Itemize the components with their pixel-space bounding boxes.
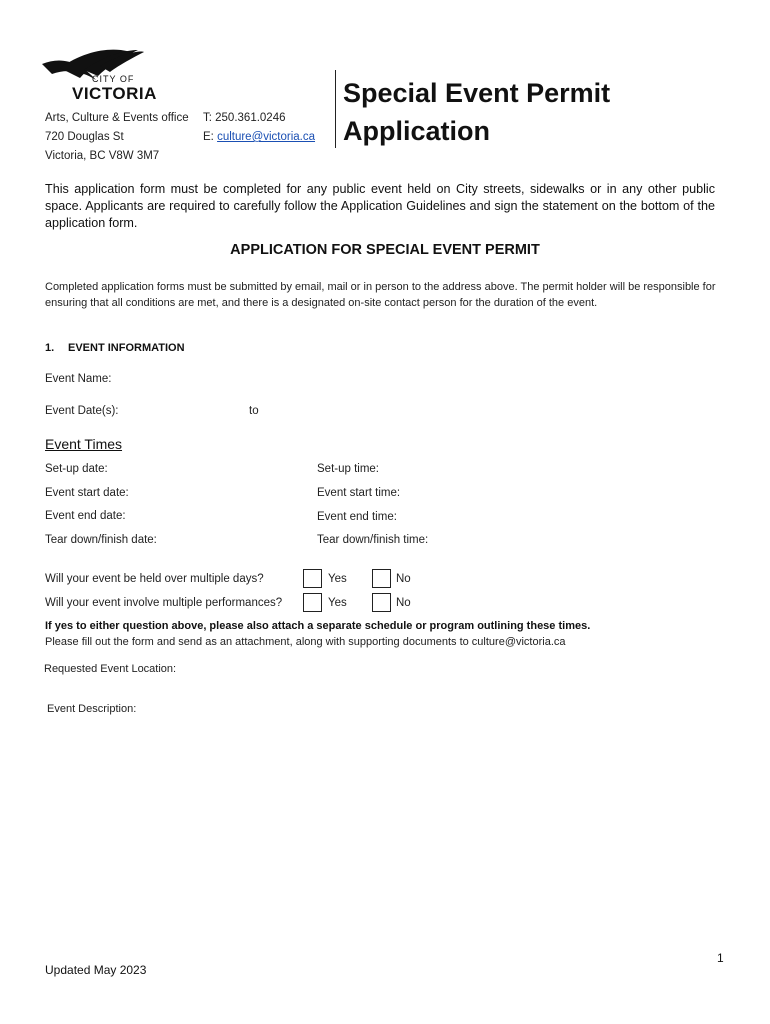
start-date-label: Event start date: bbox=[45, 487, 129, 499]
multiple-performances-question: Will your event involve multiple performances? bbox=[45, 597, 283, 609]
event-dates-to-label: to bbox=[249, 405, 259, 417]
office-email-row bbox=[203, 128, 315, 147]
intro-text: This application form must be completed for any public event held on City streets, sidewalks or in any other public space. Applicants are required to carefully follow the Application Guidelines and sign the statement on the bottom of the application form. bbox=[45, 182, 715, 230]
event-description-label: Event Description: bbox=[47, 703, 137, 715]
header-divider bbox=[335, 70, 336, 148]
multiple-days-no-label: No bbox=[396, 573, 411, 585]
multiple-performances-no-label: No bbox=[396, 597, 411, 609]
email-prefix: E: bbox=[203, 131, 218, 143]
section-1-heading bbox=[45, 342, 185, 354]
page-number: 1 bbox=[717, 951, 724, 965]
footer-updated: Updated May 2023 bbox=[45, 963, 147, 977]
multiple-days-yes-label: Yes bbox=[328, 573, 347, 585]
teardown-date-label: Tear down/finish date: bbox=[45, 534, 157, 546]
submission-note: Completed application forms must be submitted by email, mail or in person to the address above. The permit holder will be responsible for ensuring that all conditions are met, and there is a designated on-site contact person for the duration of the event. bbox=[45, 281, 716, 309]
event-dates-label: Event Date(s): bbox=[45, 405, 119, 417]
office-contact bbox=[203, 109, 315, 147]
teardown-time-label: Tear down/finish time: bbox=[317, 534, 429, 546]
title-line-1: Special Event Permit bbox=[343, 78, 611, 108]
attach-schedule-note: If yes to either question above, please also attach a separate schedule or program outlining these times. bbox=[45, 620, 591, 632]
setup-time-label: Set-up time: bbox=[317, 463, 379, 475]
end-date-label: Event end date: bbox=[45, 510, 126, 522]
office-city: Victoria, BC V8W 3M7 bbox=[45, 150, 160, 162]
multiple-performances-yes-checkbox[interactable] bbox=[303, 593, 322, 612]
setup-date-label: Set-up date: bbox=[45, 463, 108, 475]
office-address bbox=[45, 109, 189, 166]
page-title bbox=[343, 74, 610, 150]
office-name: Arts, Culture & Events office bbox=[45, 112, 189, 124]
event-name-label: Event Name: bbox=[45, 373, 112, 385]
logo-city-of: CITY OF bbox=[92, 74, 135, 84]
event-times-heading: Event Times bbox=[45, 436, 123, 452]
logo-victoria: VICTORIA bbox=[72, 84, 157, 103]
section-number: 1. bbox=[45, 342, 55, 354]
fill-form-note: Please fill out the form and send as an attachment, along with supporting documents to culture@victoria.ca bbox=[45, 636, 566, 648]
email-link[interactable]: culture@victoria.ca bbox=[217, 131, 316, 143]
multiple-performances-yes-label: Yes bbox=[328, 597, 347, 609]
multiple-days-no-checkbox[interactable] bbox=[372, 569, 391, 588]
multiple-days-yes-checkbox[interactable] bbox=[303, 569, 322, 588]
main-heading: APPLICATION FOR SPECIAL EVENT PERMIT bbox=[230, 242, 540, 258]
office-street: 720 Douglas St bbox=[45, 131, 124, 143]
office-phone: T: 250.361.0246 bbox=[203, 112, 286, 124]
section-title: EVENT INFORMATION bbox=[68, 342, 185, 354]
start-time-label: Event start time: bbox=[317, 487, 401, 499]
title-line-2: Application bbox=[343, 116, 490, 146]
event-location-label: Requested Event Location: bbox=[44, 663, 177, 675]
multiple-days-question: Will your event be held over multiple days? bbox=[45, 573, 264, 585]
end-time-label: Event end time: bbox=[317, 511, 397, 523]
multiple-performances-no-checkbox[interactable] bbox=[372, 593, 391, 612]
